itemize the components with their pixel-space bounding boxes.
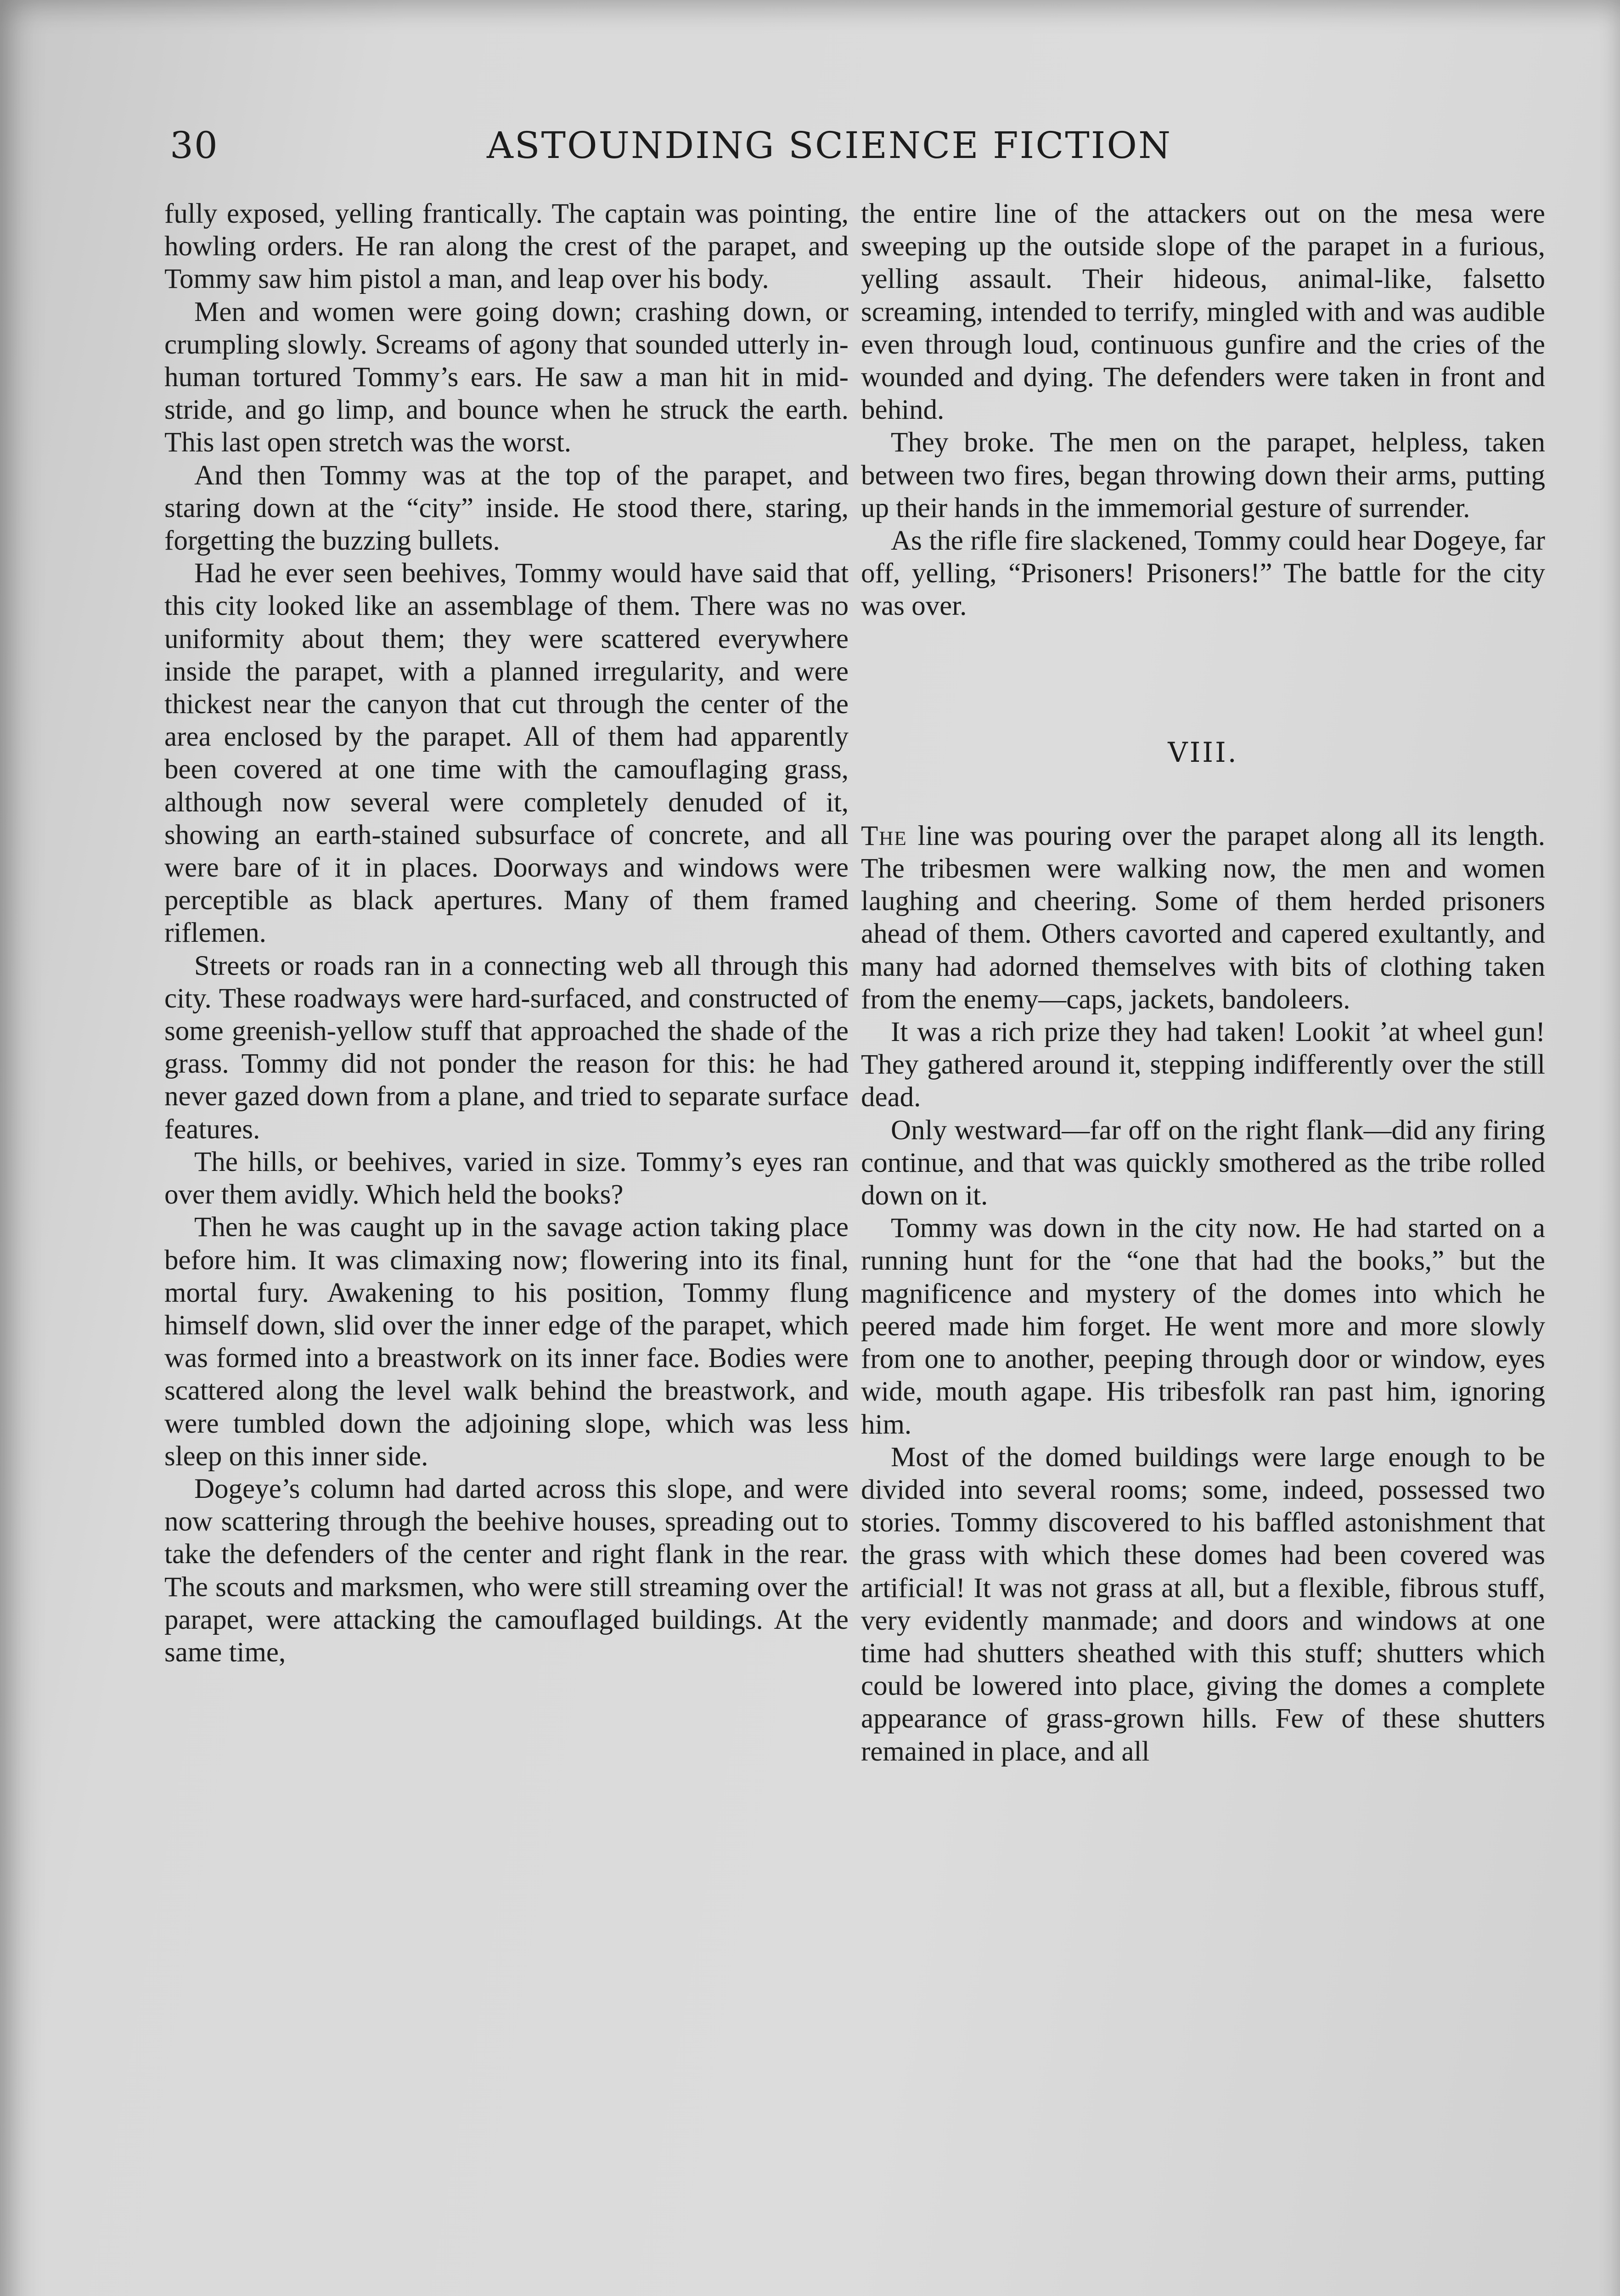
paragraph: Had he ever seen beehives, Tommy would have said that this city looked like an assemblage of them. There was no uniformity about them; they were scattered everywhere inside the parapet, with a planned irregularity, and were thickest near the canyon that cut through the center of the area enclosed by the parapet. All of them had apparently been covered at one time with the camouflaging grass, although now several were completely denuded of it, showing an earth-stained subsurface of concrete, and all were bare of it in places. Doorways and windows were perceptible as black apertures. Many of them framed riflemen. [164,558,849,949]
paragraph: Tommy was down in the city now. He had started on a running hunt for the “one that had the books,” but the magnificence and mystery of the domes into which he peered made him forget. He went more and more slowly from one to another, peeping through door or window, eyes wide, mouth agape. His tribesfolk ran past him, ignoring him. [861,1213,1545,1440]
paragraph: Streets or roads ran in a connecting web all through this city. These roadways were hard-surfaced, and constructed of some greenish-yellow stuff that approached the shade of the grass. Tommy did not ponder the reason for this: he had never gazed down from a plane, and tried to separate surface features. [164,950,849,1145]
section-heading: VIII. [1168,736,1238,769]
right-column [861,197,1545,1768]
paragraph: It was a rich prize they had taken! Lookit ’at wheel gun! They gathered around it, stepping indifferently over the still dead. [861,1017,1545,1113]
paragraph: Only westward—far off on the right flank—did any firing continue, and that was quickly smothered as the tribe rolled down on it. [861,1114,1545,1211]
paragraph: Most of the domed buildings were large enough to be divided into several rooms; some, indeed, possessed two stories. Tommy discovered to his baffled astonishment that the grass with which these domes had been covered was artificial! It was not grass at all, but a flexible, fibrous stuff, very evidently manmade; and doors and windows at one time had shutters sheathed with this stuff; shutters which could be lowered into place, giving the domes a complete appearance of grass-grown hills. Few of these shutters remained in place, and all [861,1441,1545,1767]
drop-word: The [861,820,907,851]
section-opening-paragraph [861,820,1545,1016]
paragraph: They broke. The men on the parapet, helpless, taken between two fires, began throwing down their arms, putting up their hands in the immemorial gesture of surrender. [861,427,1545,523]
paragraph: The hills, or beehives, varied in size. Tommy’s eyes ran over them avidly. Which held the books? [164,1146,849,1210]
paragraph: the entire line of the attackers out on the mesa were sweeping up the outside slope of the parapet in a furious, yelling assault. Their hideous, animal-like, falsetto screaming, intended to terrify, mingled with and was audible even through loud, continuous gunfire and the cries of the wounded and dying. The defenders were taken in front and behind. [861,198,1545,426]
page-number: 30 [170,124,219,167]
left-column [164,197,849,1669]
paragraph: As the rifle fire slackened, Tommy could hear Dogeye, far off, yelling, “Prisoners! Prisoners!” The battle for the city was over. [861,525,1545,622]
paragraph: Then he was caught up in the savage action taking place before him. It was climaxing now; flowering into its final, mortal fury. Awakening to his position, Tommy flung himself down, slid over the inner edge of the parapet, which was formed into a breastwork on its inner face. Bodies were scattered along the level walk behind the breastwork, and were tumbled down the adjoining slope, which was less sleep on this inner side. [164,1212,849,1472]
opening-paragraph-text: line was pouring over the parapet along all its length. The tribesmen were walking now, the men and women laughing and cheering. Some of them herded prisoners ahead of them. Others cavorted and capered exultantly, and many had adorned themselves with bits of clothing taken from the enemy—caps, jackets, bandoleers. [861,820,1545,1015]
paragraph: Dogeye’s column had darted across this slope, and were now scattering through the beehive houses, spreading out to take the defenders of the center and right flank in the rear. The scouts and marksmen, who were still streaming over the parapet, were attacking the camouflaged buildings. At the same time, [164,1473,849,1668]
paragraph: Men and women were going down; crashing down, or crumpling slowly. Screams of agony that sounded utterly inhuman tortured Tommy’s ears. He saw a man hit in mid-stride, and go limp, and bounce when he struck the earth. This last open stretch was the worst. [164,296,849,458]
paragraph: And then Tommy was at the top of the parapet, and staring down at the “city” inside. He stood there, staring, forgetting the buzzing bullets. [164,460,849,557]
page-header [170,124,1538,174]
paragraph: fully exposed, yelling frantically. The captain was pointing, howling orders. He ran along the crest of the parapet, and Tommy saw him pistol a man, and leap over his body. [164,198,849,295]
running-title: ASTOUNDING SCIENCE FICTION [487,124,1172,167]
